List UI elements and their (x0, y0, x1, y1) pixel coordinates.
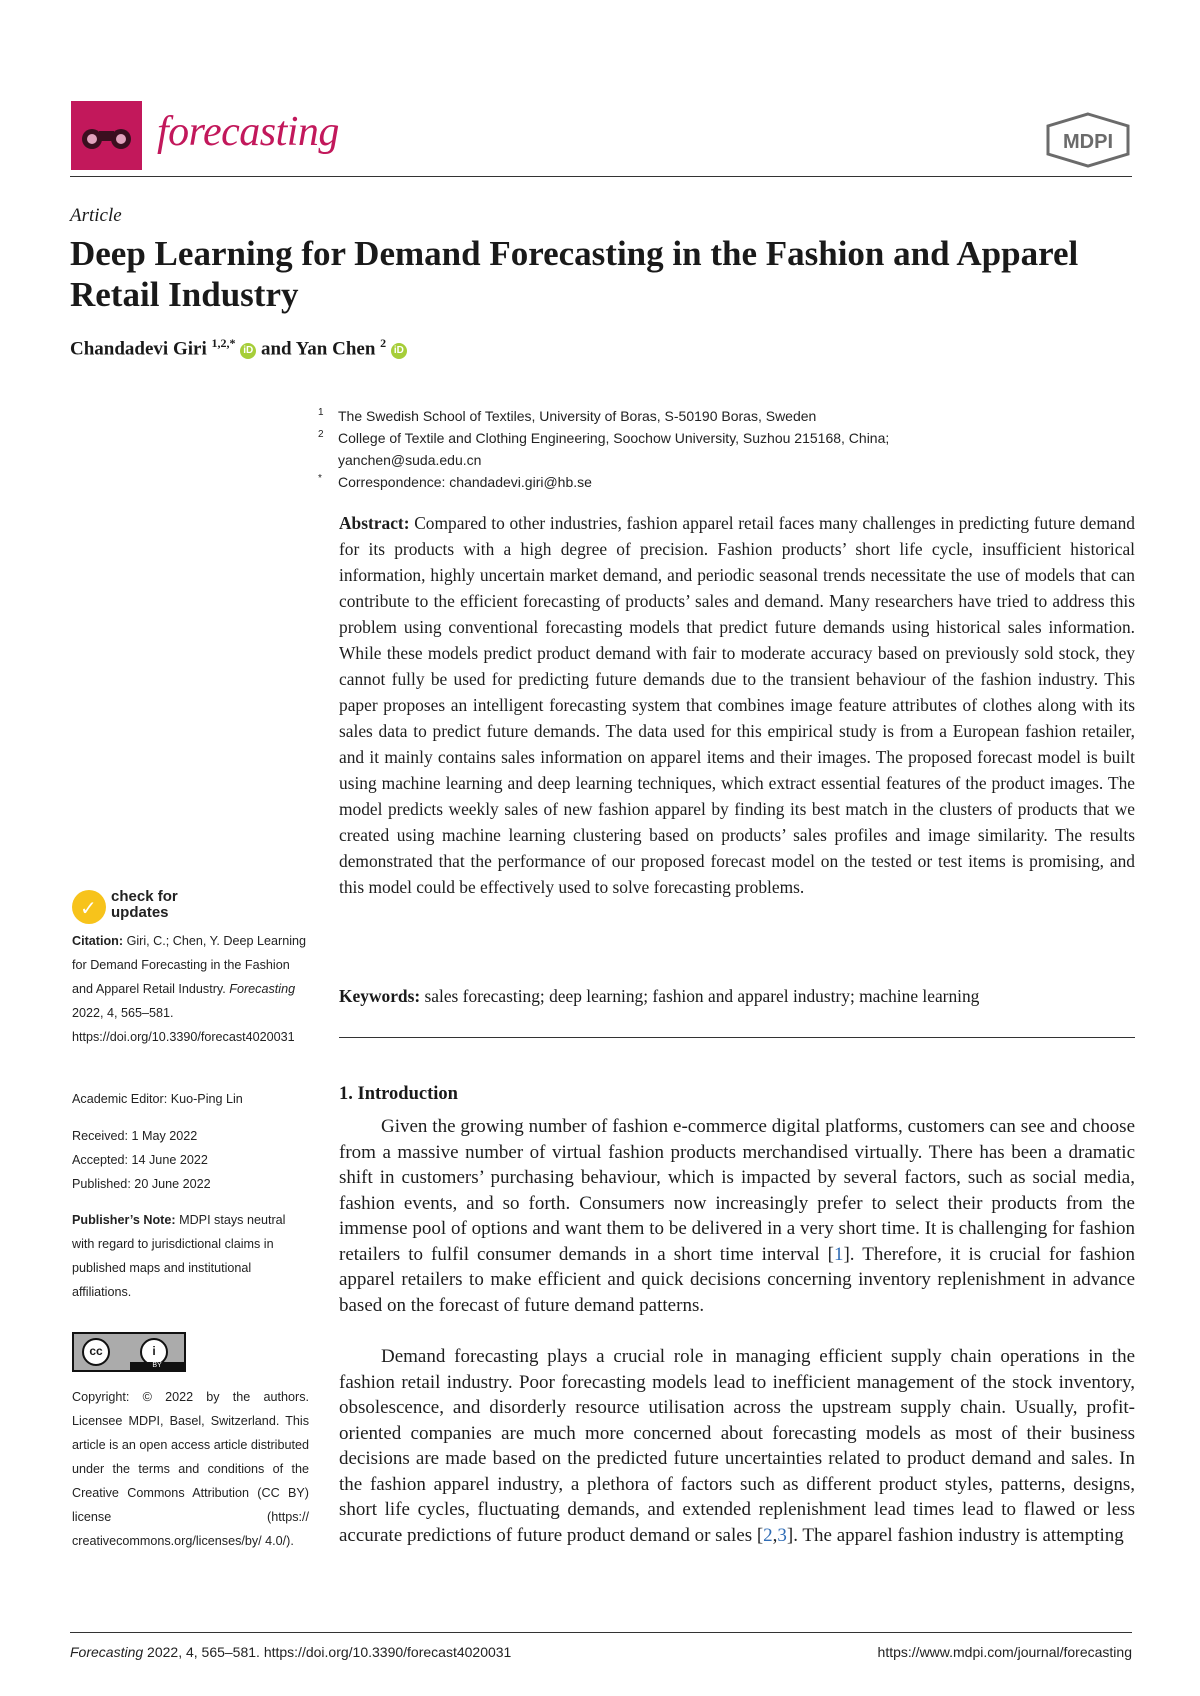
mdpi-logo (1044, 112, 1132, 173)
article-title: Deep Learning for Demand Forecasting in the Fashion and Apparel Retail Industry (70, 234, 1079, 314)
paragraph: Demand forecasting plays a crucial role in managing efficient supply chain operations in the fashion retail industry. Poor forecasting models lead to inefficient management of the stock inventory, obsolescence, and disorderly resource utilisation across the upstream supply chain. Usually, profit-oriented companies are much more concerned about forecasting models as most of their business decisions are made based on the predicted future uncertainties related to product demand and sales. In the fashion apparel industry, a plethora of factors such as different product styles, patterns, designs, short life cycles, fluctuating demands, and extended replenishment lead times lead to flawed or less accurate predictions of future product demand or sales [2,3]. The apparel fashion industry is attempting (339, 1346, 1135, 1546)
published-date: Published: 20 June 2022 (72, 1177, 211, 1191)
binoculars-icon (71, 101, 142, 170)
cc-by-label: BY (130, 1362, 184, 1370)
checkmark-icon: ✓ (80, 896, 97, 920)
cc-icon: cc (82, 1338, 110, 1366)
author-affiliation-sup: 1,2,* (211, 336, 236, 350)
accepted-date: Accepted: 14 June 2022 (72, 1153, 208, 1167)
author-affiliation-sup: 2 (380, 336, 387, 350)
journal-logo (71, 101, 142, 170)
keywords (339, 983, 1135, 1009)
affiliation-item: 2 College of Textile and Clothing Engineering, Soochow University, Suzhou 215168, China; yanchen@suda.edu.cn (318, 429, 890, 468)
citation-link[interactable]: 1 (833, 1243, 844, 1265)
check-for-updates-label[interactable]: check for updates (111, 888, 178, 921)
journal-url[interactable]: https://www.mdpi.com/journal/forecasting (877, 1644, 1132, 1660)
footer-citation: Forecasting 2022, 4, 565–581. https://doi.org/10.3390/forecast4020031 (70, 1644, 512, 1660)
paragraph: Given the growing number of fashion e-commerce digital platforms, customers can see and choose from a massive number of virtual fashion products merchandised virtually. There has been a dramatic shift in customers’ purchasing behaviour, which is impacted by several factors, such as social media, fashion events, and so forth. Consumers now increasingly prefer to select their products from the immense pool of options and want them to be delivered in a very short time. It is challenging for fashion retailers to fulfil consumer demands in a short time interval [1]. Therefore, it is crucial for fashion apparel retailers to make efficient and quick decisions concerning inventory replenishment in advance based on the forecast of future demand patterns. (339, 1116, 1135, 1316)
copyright-notice: Copyright: © 2022 by the authors. Licensee MDPI, Basel, Switzerland. This article is an open access article distributed under the terms and conditions of the Creative Commons Attribution (CC BY) license (https:// creativecommons.org/licenses/by/ 4.0/). (72, 1390, 309, 1548)
mdpi-logo-text: MDPI (1063, 131, 1113, 153)
cc-by-license-badge[interactable] (72, 1332, 186, 1372)
author-name[interactable]: Yan Chen (295, 338, 376, 360)
article-type: Article (70, 205, 122, 226)
affiliation-item: 1 The Swedish School of Textiles, University of Boras, S-50190 Boras, Sweden (318, 407, 817, 424)
abstract-text: Compared to other industries, fashion apparel retail faces many challenges in predicting future demand for its products with a high degree of precision. Fashion products’ short life cycle, insufficient historical information, highly uncertain market demand, and periodic seasonal trends necessitate the use of models that can contribute to the efficient forecasting of products’ sales and demand. Many researchers have tried to address this problem using conventional forecasting models that predict future demands using historical sales information. While these models predict product demand with fair to moderate accuracy based on previously sold stock, they cannot fully be used for predicting future demands due to the transient behaviour of the fashion industry. This paper proposes an intelligent forecasting system that combines image feature attributes of clothes along with its sales data to predict future demands. The data used for this empirical study is from a European fashion retailer, and it mainly contains sales information on apparel items and their images. The proposed forecast model is built using machine learning and deep learning techniques, which extract essential features of the product images. The model predicts weekly sales of new fashion apparel by finding its best match in the clusters of products that we created using machine learning clustering based on products’ sales profiles and image similarity. The results demonstrated that the performance of our proposed forecast model on the tested or test items is promising, and this model could be effectively used to solve forecasting problems. (339, 513, 1135, 897)
correspondence: * Correspondence: chandadevi.giri@hb.se (318, 473, 592, 490)
keywords-label: Keywords: (339, 986, 421, 1006)
author-list (70, 336, 407, 360)
abstract (339, 510, 1135, 900)
citation-link[interactable]: 2 (763, 1524, 773, 1546)
citation-block: Citation: Giri, C.; Chen, Y. Deep Learning for Demand Forecasting in the Fashion and Apparel Retail Industry. Forecasting 2022, 4, 565–581. https://doi.org/10.3390/forecast4020031 (72, 934, 307, 1044)
footer-rule (70, 1632, 1132, 1633)
received-date: Received: 1 May 2022 (72, 1129, 198, 1143)
citation-link[interactable]: 3 (777, 1524, 787, 1546)
academic-editor: Academic Editor: Kuo-Ping Lin (72, 1092, 243, 1106)
orcid-icon[interactable]: iD (240, 343, 256, 359)
abstract-label: Abstract: (339, 513, 410, 533)
section-heading: 1. Introduction (339, 1084, 458, 1104)
publisher-note: Publisher’s Note: MDPI stays neutral with regard to jurisdictional claims in published maps and institutional affiliations. (72, 1213, 286, 1299)
author-joiner: and (260, 338, 292, 360)
author-name[interactable]: Chandadevi Giri (70, 338, 207, 360)
keywords-text: sales forecasting; deep learning; fashion and apparel industry; machine learning (424, 986, 980, 1006)
attribution-icon: i (140, 1338, 168, 1366)
orcid-icon[interactable]: iD (391, 343, 407, 359)
header-rule (70, 176, 1132, 177)
journal-name: forecasting (157, 109, 339, 155)
section-divider (339, 1037, 1135, 1038)
